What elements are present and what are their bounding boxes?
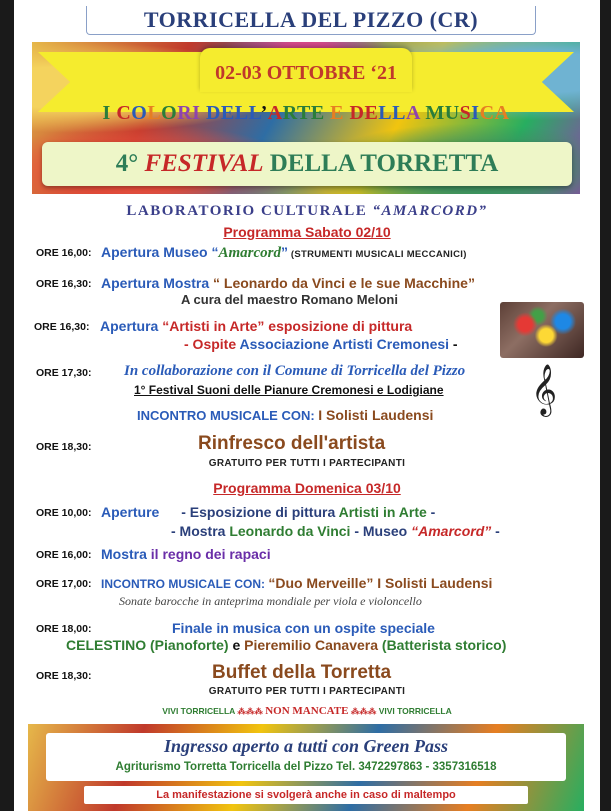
event-highlight-2: “Amarcord”	[411, 523, 492, 539]
event-part: - Museo	[350, 523, 412, 539]
event-part-end: -	[491, 523, 500, 539]
tagline-left: VIVI TORRICELLA	[162, 706, 235, 716]
painting-image	[500, 302, 584, 358]
festival-word: FESTIVAL	[144, 150, 264, 177]
banner-subtitle-part: O	[131, 102, 148, 124]
banner-subtitle-part: O	[161, 102, 178, 124]
event-part: - Mostra	[171, 523, 230, 539]
event-part-end: -	[426, 504, 436, 520]
event-note: (STRUMENTI MUSICALI MECCANICI)	[287, 249, 467, 260]
lab-heading	[14, 203, 600, 220]
event-collaboration: In collaborazione con il Comune di Torricella del Pizzo	[124, 363, 466, 379]
event-time: ORE 18,30:	[36, 441, 92, 453]
event-title: Rinfresco dell'artista	[198, 433, 386, 454]
banner-subtitle-part: DELL	[205, 102, 261, 124]
sun-row-4-sub	[66, 637, 506, 653]
footer-address: Agriturismo Torretta Torricella del Pizzo Tel. 3472297863 - 3357316518	[115, 761, 497, 773]
event-label: Aperture	[101, 504, 164, 520]
banner-subtitle-part: A	[405, 102, 426, 124]
banner-subtitle-part: DE	[349, 102, 379, 124]
event-time: ORE 18,00:	[36, 623, 92, 635]
event-title: Buffet della Torretta	[212, 662, 392, 683]
banner-subtitle-part: LL	[378, 102, 406, 124]
sat-row-6-sub: GRATUITO PER TUTTI I PARTECIPANTI	[208, 458, 406, 469]
sat-row-3-sub	[184, 336, 458, 352]
event-time: ORE 16,30:	[36, 278, 92, 290]
event-part: - Esposizione di pittura	[181, 504, 339, 520]
banner-subtitle-part: RTE	[282, 102, 331, 124]
event-subtitle: A cura del maestro Romano Meloni	[181, 292, 398, 307]
event-guest-2: Pieremilio Canavera	[244, 637, 379, 653]
event-guest-2-role: (Batterista storico)	[378, 637, 507, 653]
event-time: ORE 16,00:	[36, 247, 92, 259]
flyer-page	[14, 0, 600, 811]
event-date: 02-03 OTTOBRE ‘21	[215, 62, 397, 84]
event-time: ORE 10,00:	[36, 507, 92, 519]
event-time: ORE 18,30:	[36, 670, 92, 682]
event-time: ORE 17,30:	[36, 367, 92, 379]
banner-subtitle-part: CA	[479, 102, 510, 124]
banner-subtitle-part: L	[147, 102, 162, 124]
event-guest: CELESTINO	[66, 637, 151, 653]
banner-subtitle	[32, 102, 580, 125]
event-highlight: il regno dei rapaci	[150, 546, 271, 562]
event-label-end: ”	[280, 244, 288, 260]
treble-clef-icon: 𝄞	[530, 364, 557, 415]
tagline-center: NON MANCATE	[265, 705, 349, 717]
sun-row-3-sub	[119, 594, 422, 609]
event-guest-label: - Ospite	[184, 336, 240, 352]
banner-subtitle-part: E	[330, 102, 350, 124]
banner-subtitle-part: RI	[177, 102, 206, 124]
tagline-right: VIVI TORRICELLA	[378, 706, 452, 716]
event-subtitle: 1° Festival Suoni delle Pianure Cremonesi e Lodigiane	[134, 383, 444, 397]
weather-notice: La manifestazione si svolgerà anche in caso di maltempo	[84, 786, 528, 804]
event-guest-role: (Pianoforte)	[150, 637, 229, 653]
event-subtitle: Sonate barocche in anteprima mondiale per viola e violoncello	[119, 594, 422, 608]
festival-rest: DELLA TORRETTA	[263, 150, 499, 177]
banner-subtitle-part: A	[267, 102, 283, 124]
event-highlight: “Artisti in Arte” esposizione di pittura	[162, 318, 413, 334]
lab-text: LABORATORIO CULTURALE	[126, 203, 373, 219]
banner-subtitle-part: S	[459, 102, 472, 124]
event-guest: Associazione Artisti Cremonesi	[239, 336, 450, 352]
program-saturday-title: Programma Sabato 02/10	[223, 224, 391, 240]
event-label: Apertura Mostra	[101, 275, 214, 291]
event-time: ORE 16,30:	[34, 321, 90, 333]
sat-row-4-sub	[134, 383, 444, 397]
event-highlight: Leonardo da Vinci	[229, 523, 351, 539]
event-label: Mostra	[101, 546, 151, 562]
event-label: Apertura Museo “	[101, 244, 219, 260]
banner-subtitle-part: MU	[425, 102, 460, 124]
festival-title	[42, 142, 572, 186]
event-label: INCONTRO MUSICALE CON:	[101, 577, 269, 591]
event-performer: “Duo Merveille”	[268, 575, 374, 591]
event-label: Apertura	[100, 318, 163, 334]
tagline-sep: ⁂⁂⁂	[350, 706, 377, 716]
banner-subtitle-part: ’	[260, 102, 268, 124]
hero-banner	[32, 42, 580, 194]
event-highlight: Amarcord	[218, 245, 281, 261]
program-sunday-title: Programma Domenica 03/10	[213, 480, 401, 496]
sat-row-2-sub	[181, 292, 398, 307]
event-performer: I Solisti Laudensi	[318, 407, 434, 423]
tagline	[14, 705, 600, 717]
event-time: ORE 17,00:	[36, 578, 92, 590]
event-time: ORE 16,00:	[36, 549, 92, 561]
event-conj: e	[228, 637, 245, 653]
festival-number: 4°	[115, 150, 145, 177]
sun-row-5-sub: GRATUITO PER TUTTI I PARTECIPANTI	[208, 686, 406, 697]
event-guest-end: -	[449, 336, 458, 352]
event-highlight: “ Leonardo da Vinci e le sue Macchine”	[213, 275, 475, 291]
event-label: INCONTRO MUSICALE CON:	[137, 408, 319, 423]
sat-row-5	[137, 407, 433, 423]
tagline-sep: ⁂⁂⁂	[237, 706, 263, 716]
event-performer-2: I Solisti Laudensi	[373, 575, 493, 591]
page-title: TORRICELLA DEL PIZZO (CR)	[86, 6, 536, 35]
banner-subtitle-part: I	[471, 102, 480, 124]
footer-title: Ingresso aperto a tutti con Green Pass	[163, 736, 449, 756]
event-highlight: Artisti in Arte	[338, 504, 427, 520]
banner-subtitle-part: C	[116, 102, 132, 124]
event-label: Finale in musica con un ospite speciale	[172, 620, 435, 636]
lab-quote: “AMARCORD”	[372, 203, 488, 219]
sun-row-1-sub	[171, 523, 500, 539]
banner-subtitle-part: I	[102, 102, 117, 124]
